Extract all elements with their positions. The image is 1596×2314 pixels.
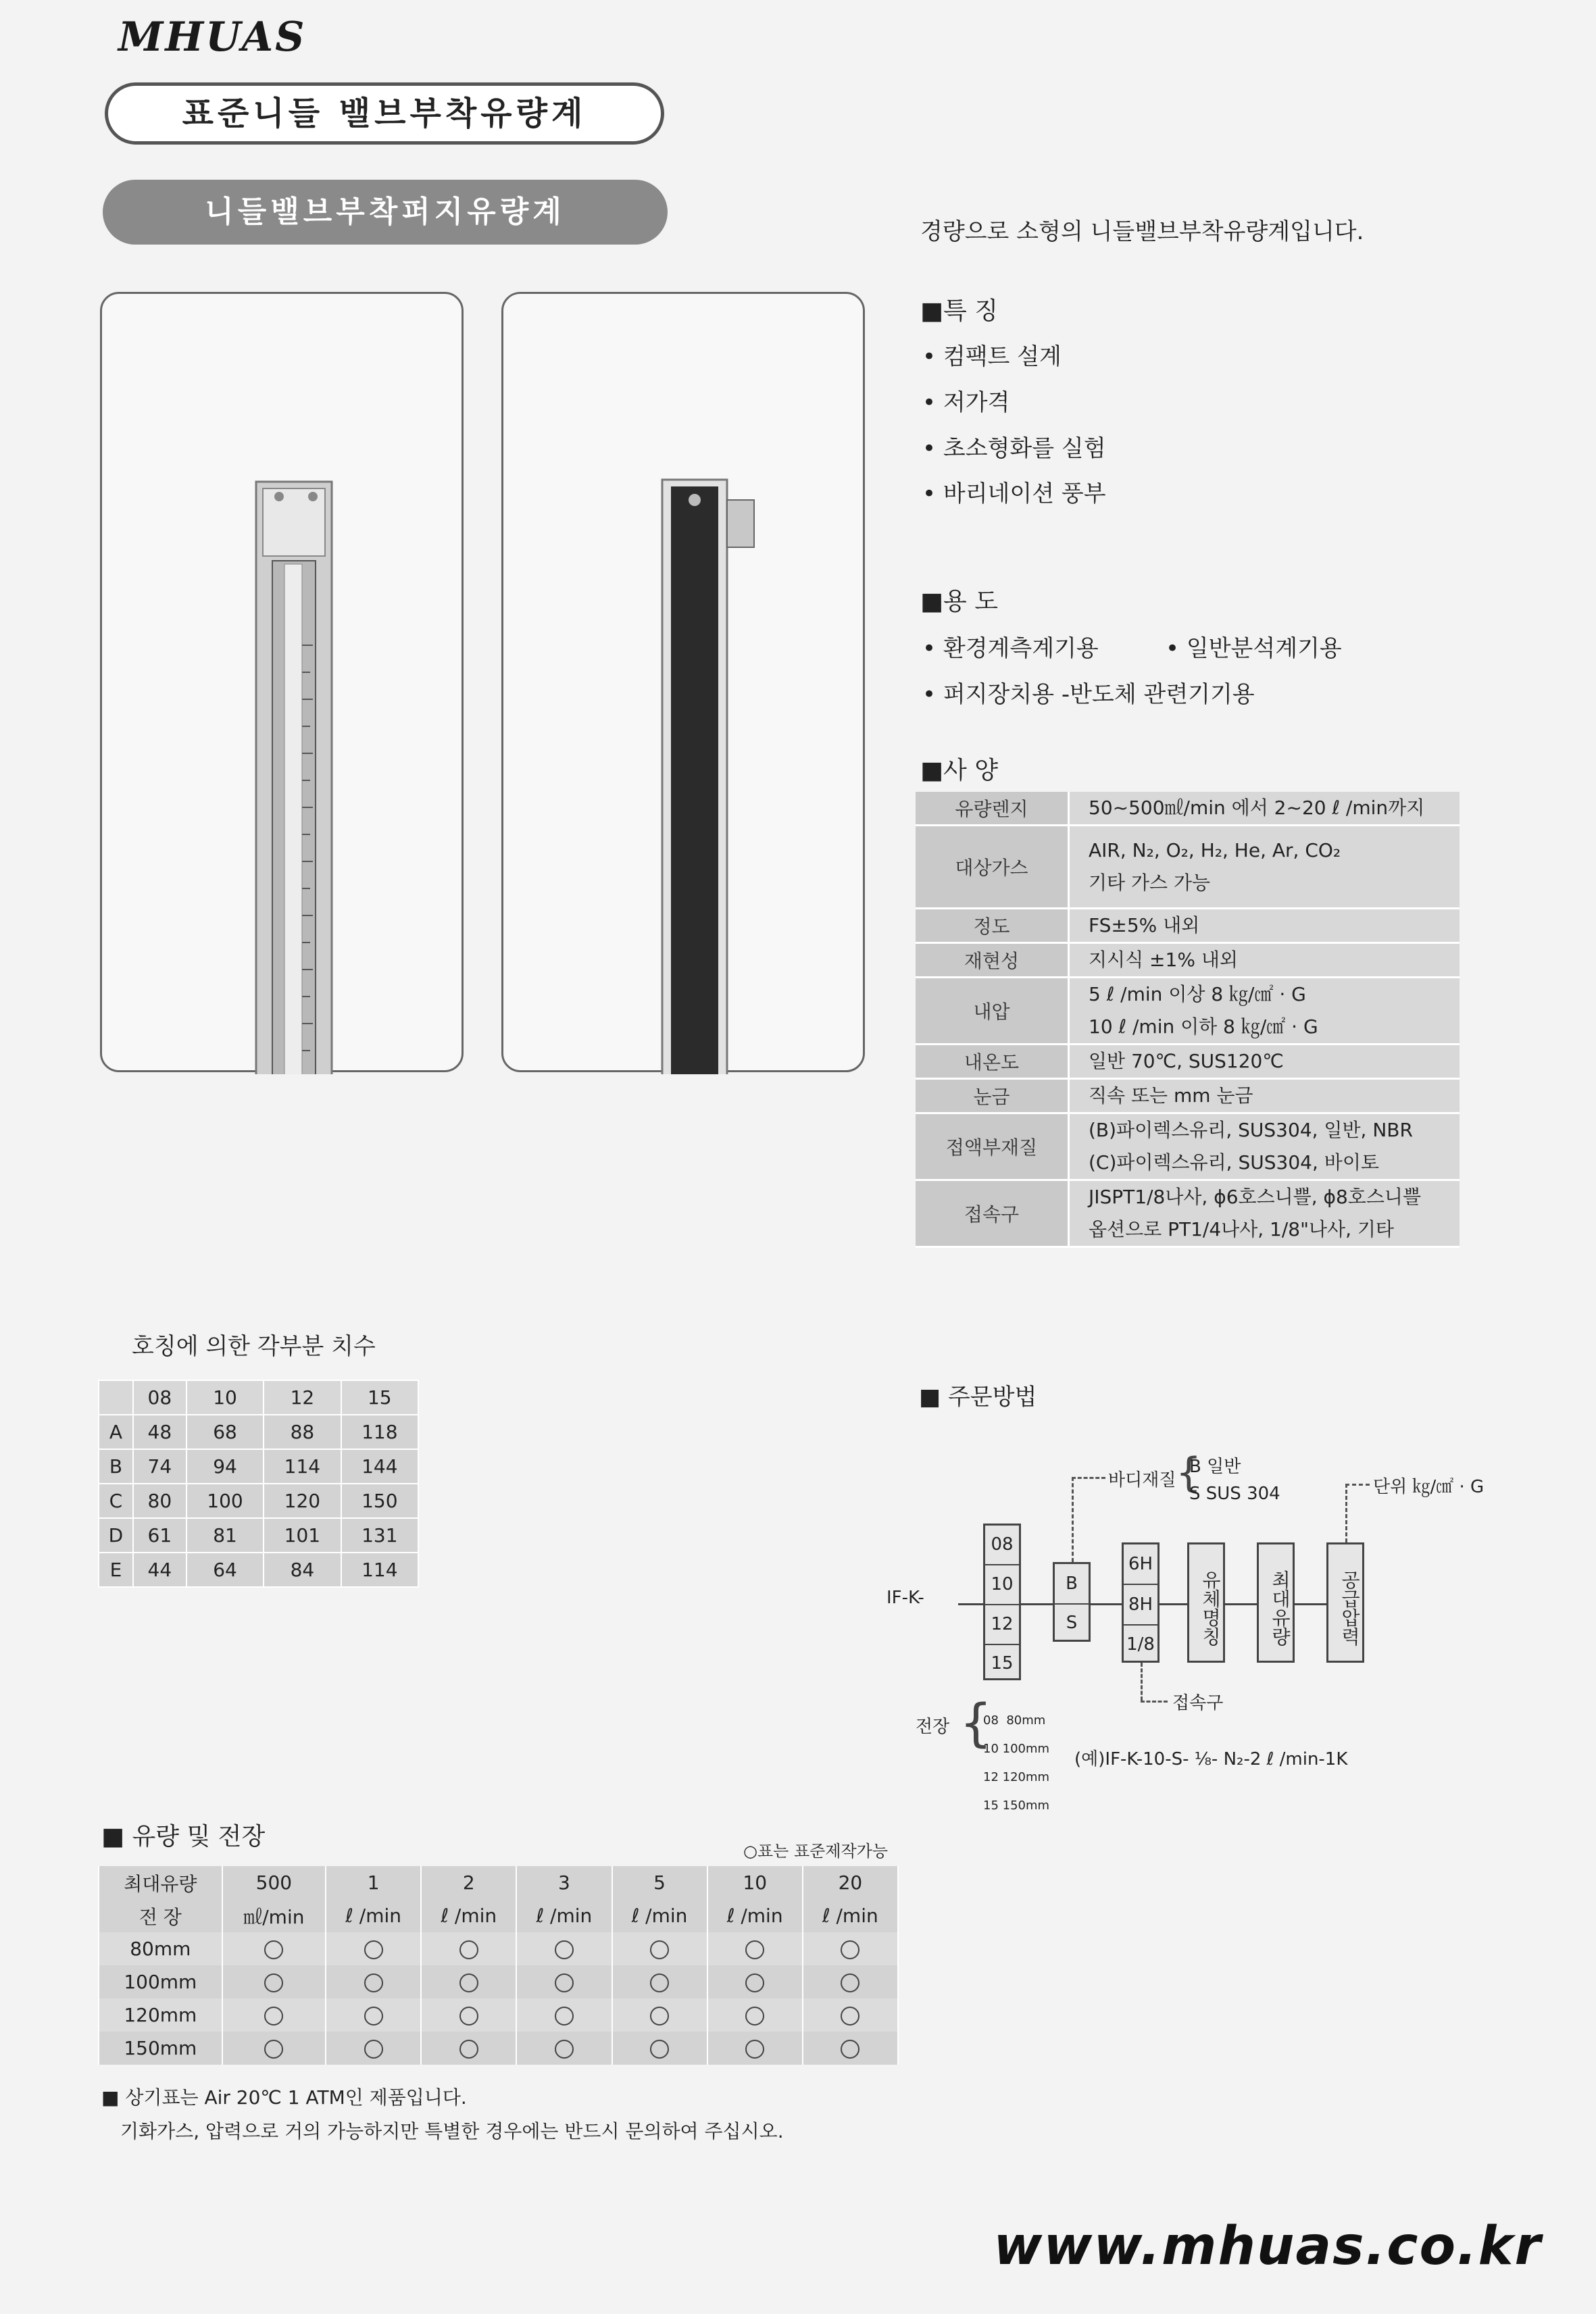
available-mark <box>364 1940 383 1959</box>
available-mark <box>650 2007 669 2026</box>
dims-cell: 131 <box>341 1518 418 1553</box>
spec-key: 정도 <box>916 909 1069 943</box>
fluid-box: 유체명칭 <box>1187 1542 1225 1663</box>
dims-cell: 101 <box>264 1518 341 1553</box>
available-mark <box>745 1973 764 1992</box>
dims-header: 08 <box>133 1380 186 1415</box>
dims-header: 10 <box>186 1380 264 1415</box>
spec-key: 접액부재질 <box>916 1113 1069 1180</box>
conn-code: 6H <box>1124 1544 1157 1585</box>
spec-value: AIR, N₂, O₂, H₂, He, Ar, CO₂ <box>1089 839 1341 861</box>
body-code: B <box>1055 1564 1089 1605</box>
dims-cell: 81 <box>186 1518 264 1553</box>
available-mark <box>364 2040 383 2059</box>
available-mark <box>264 2007 283 2026</box>
conn-leader-h <box>1141 1701 1168 1703</box>
spec-value: (C)파이렉스유리, SUS304, 바이토 <box>1089 1151 1379 1174</box>
dims-cell: E <box>99 1553 133 1587</box>
order-prefix: IF-K- <box>887 1588 924 1608</box>
spec-value: FS±5% 내외 <box>1089 914 1200 936</box>
note-line: 기화가스, 압력으로 거의 가능하지만 특별한 경우에는 반드시 문의하여 주십시오. <box>120 2120 784 2142</box>
spec-value: 5 ℓ /min 이상 8 ㎏/㎠ · G <box>1089 983 1306 1005</box>
size-code: 10 <box>985 1565 1019 1605</box>
dims-cell: 114 <box>341 1553 418 1587</box>
body-option: S SUS 304 <box>1189 1484 1280 1504</box>
uses-heading: ■용 도 <box>920 588 999 615</box>
flow-row-label: 150mm <box>99 2032 222 2065</box>
maxflow-box: 최대유량 <box>1257 1542 1295 1663</box>
specs-heading: ■사 양 <box>920 757 999 784</box>
available-mark <box>264 2040 283 2059</box>
dims-cell: 84 <box>264 1553 341 1587</box>
dims-cell: 48 <box>133 1415 186 1449</box>
dims-cell: 114 <box>264 1449 341 1484</box>
flow-unit: ℓ /min <box>326 1899 421 1932</box>
available-mark <box>459 1940 478 1959</box>
dims-cell: 61 <box>133 1518 186 1553</box>
flow-header: 5 <box>612 1866 707 1899</box>
feature-item: • 컴팩트 설계 <box>922 343 1062 370</box>
available-mark <box>459 2007 478 2026</box>
spec-value: 일반 70℃, SUS120℃ <box>1089 1050 1284 1072</box>
conn-code: 8H <box>1124 1585 1157 1626</box>
feature-item: • 바리네이션 풍부 <box>922 480 1106 507</box>
available-mark <box>459 2040 478 2059</box>
dims-cell: 64 <box>186 1553 264 1587</box>
spec-key: 접속구 <box>916 1180 1069 1247</box>
available-mark <box>264 1940 283 1959</box>
size-code: 15 <box>991 1653 1014 1674</box>
available-mark <box>650 2040 669 2059</box>
spec-key: 재현성 <box>916 943 1069 978</box>
body-code: S <box>1066 1613 1078 1633</box>
flow-unit: ℓ /min <box>803 1899 898 1932</box>
unit-leader-v <box>1345 1484 1347 1542</box>
flow-header: 최대유량 <box>99 1866 222 1899</box>
spec-value: JISPT1/8나사, ɸ6호스니쁠, ɸ8호스니쁠 <box>1089 1186 1421 1208</box>
spec-value: 직속 또는 mm 눈금 <box>1089 1084 1253 1107</box>
available-mark <box>555 2040 574 2059</box>
dims-header: 15 <box>341 1380 418 1415</box>
body-label: 바디재질 <box>1108 1470 1176 1490</box>
use-item: • 환경계측계기용 <box>922 635 1099 662</box>
flow-header: 10 <box>707 1866 803 1899</box>
dims-cell: B <box>99 1449 133 1484</box>
flowmeter-side-illustration <box>503 294 867 1074</box>
conn-label: 접속구 <box>1172 1693 1224 1713</box>
pressure-box: 공급압력 <box>1326 1542 1364 1663</box>
available-mark <box>650 1940 669 1959</box>
available-mark <box>364 2007 383 2026</box>
flow-header: 20 <box>803 1866 898 1899</box>
length-label: 전장 <box>916 1717 950 1737</box>
intro-text: 경량으로 소형의 니들밸브부착유량계입니다. <box>920 218 1364 245</box>
dims-table <box>98 1380 419 1588</box>
size-code: 12 <box>985 1605 1019 1645</box>
flow-table <box>98 1866 899 2065</box>
length-brace: { <box>959 1692 993 1753</box>
dims-cell: A <box>99 1415 133 1449</box>
flow-legend: ○표는 표준제작가능 <box>743 1842 889 1861</box>
dims-cell: D <box>99 1518 133 1553</box>
flow-header: 2 <box>421 1866 516 1899</box>
length-item: 08 80mm <box>983 1713 1046 1728</box>
spec-value: 10 ℓ /min 이하 8 ㎏/㎠ · G <box>1089 1015 1318 1038</box>
available-mark <box>841 2040 859 2059</box>
size-code-box <box>983 1524 1021 1680</box>
available-mark <box>650 1973 669 1992</box>
use-item: • 퍼지장치용 -반도체 관련기기용 <box>922 681 1255 708</box>
website-url[interactable]: www.mhuas.co.kr <box>993 2216 1542 2277</box>
unit-label: 단위 ㎏/㎠ · G <box>1373 1477 1485 1497</box>
use-item: • 일반분석계기용 <box>1166 635 1342 662</box>
dims-cell: 80 <box>133 1484 186 1518</box>
flow-row-label: 120mm <box>99 1998 222 2032</box>
flow-unit: ㎖/min <box>222 1899 326 1932</box>
available-mark <box>264 1973 283 1992</box>
flow-unit: ℓ /min <box>707 1899 803 1932</box>
available-mark <box>841 1940 859 1959</box>
features-heading: ■특 징 <box>920 297 999 325</box>
order-example: (예)IF-K-10-S- ⅛- N₂-2 ℓ /min-1K <box>1074 1749 1348 1769</box>
flow-title: ■ 유량 및 전장 <box>101 1823 266 1851</box>
flow-unit: ℓ /min <box>612 1899 707 1932</box>
brand-logo: MHUAS <box>118 14 307 61</box>
dims-cell: 150 <box>341 1484 418 1518</box>
available-mark <box>745 1940 764 1959</box>
spec-value: 옵션으로 PT1/4나사, 1/8"나사, 기타 <box>1089 1218 1394 1240</box>
feature-item: • 초소형화를 실험 <box>922 435 1106 462</box>
order-heading: ■ 주문방법 <box>919 1384 1037 1411</box>
unit-leader-h <box>1345 1484 1370 1486</box>
dims-header <box>99 1380 133 1415</box>
body-leader-v <box>1072 1477 1074 1562</box>
size-code: 08 <box>985 1526 1019 1565</box>
flow-header: 500 <box>222 1866 326 1899</box>
main-title: 표준니들 밸브부착유량계 <box>105 82 664 145</box>
spec-key: 유량렌지 <box>916 792 1069 826</box>
conn-code: 1/8 <box>1126 1634 1155 1655</box>
dims-cell: 68 <box>186 1415 264 1449</box>
available-mark <box>364 1973 383 1992</box>
flow-row-label: 100mm <box>99 1965 222 1998</box>
dims-cell: 118 <box>341 1415 418 1449</box>
spec-value: (B)파이렉스유리, SUS304, 일반, NBR <box>1089 1119 1413 1141</box>
dims-cell: 100 <box>186 1484 264 1518</box>
length-item: 10 100mm <box>983 1742 1050 1756</box>
flow-header: 3 <box>516 1866 612 1899</box>
spec-value: 지시식 ±1% 내외 <box>1089 949 1238 971</box>
spec-key: 내온도 <box>916 1045 1069 1079</box>
flow-unit: ℓ /min <box>421 1899 516 1932</box>
available-mark <box>841 2007 859 2026</box>
spec-value: 50~500㎖/min 에서 2~20 ℓ /min까지 <box>1089 797 1425 819</box>
feature-item: • 저가격 <box>922 389 1010 416</box>
available-mark <box>745 2007 764 2026</box>
body-brace: { <box>1176 1449 1202 1496</box>
dims-title: 호칭에 의한 각부분 치수 <box>132 1333 376 1360</box>
length-list <box>983 1699 1049 1827</box>
spec-value: 기타 가스 가능 <box>1089 872 1211 894</box>
dims-cell: 94 <box>186 1449 264 1484</box>
spec-key: 눈금 <box>916 1079 1069 1113</box>
available-mark <box>459 1973 478 1992</box>
spec-key: 내압 <box>916 978 1069 1045</box>
conn-leader-v <box>1141 1663 1143 1701</box>
spec-table <box>916 792 1460 1248</box>
available-mark <box>555 1973 574 1992</box>
available-mark <box>841 1973 859 1992</box>
sub-title: 니들밸브부착퍼지유량계 <box>103 180 668 245</box>
dims-cell: 74 <box>133 1449 186 1484</box>
dims-cell: 144 <box>341 1449 418 1484</box>
flow-unit: ℓ /min <box>516 1899 612 1932</box>
note-line: ■ 상기표는 Air 20℃ 1 ATM인 제품입니다. <box>101 2086 467 2109</box>
dims-cell: C <box>99 1484 133 1518</box>
dims-cell: 88 <box>264 1415 341 1449</box>
flow-row-label: 80mm <box>99 1932 222 1965</box>
dims-cell: 120 <box>264 1484 341 1518</box>
flow-header: 전 장 <box>99 1899 222 1932</box>
flow-header: 1 <box>326 1866 421 1899</box>
spec-key: 대상가스 <box>916 826 1069 909</box>
dims-header: 12 <box>264 1380 341 1415</box>
body-option: B 일반 <box>1189 1457 1241 1477</box>
available-mark <box>745 2040 764 2059</box>
available-mark <box>555 2007 574 2026</box>
length-item: 15 150mm <box>983 1799 1050 1813</box>
body-code-box <box>1053 1562 1091 1642</box>
product-photo-side <box>501 292 865 1072</box>
conn-code-box <box>1122 1542 1159 1663</box>
dims-cell: 44 <box>133 1553 186 1587</box>
flowmeter-front-illustration <box>102 294 466 1074</box>
product-photo-front <box>100 292 464 1072</box>
length-item: 12 120mm <box>983 1770 1050 1784</box>
body-leader-h <box>1072 1477 1105 1479</box>
available-mark <box>555 1940 574 1959</box>
